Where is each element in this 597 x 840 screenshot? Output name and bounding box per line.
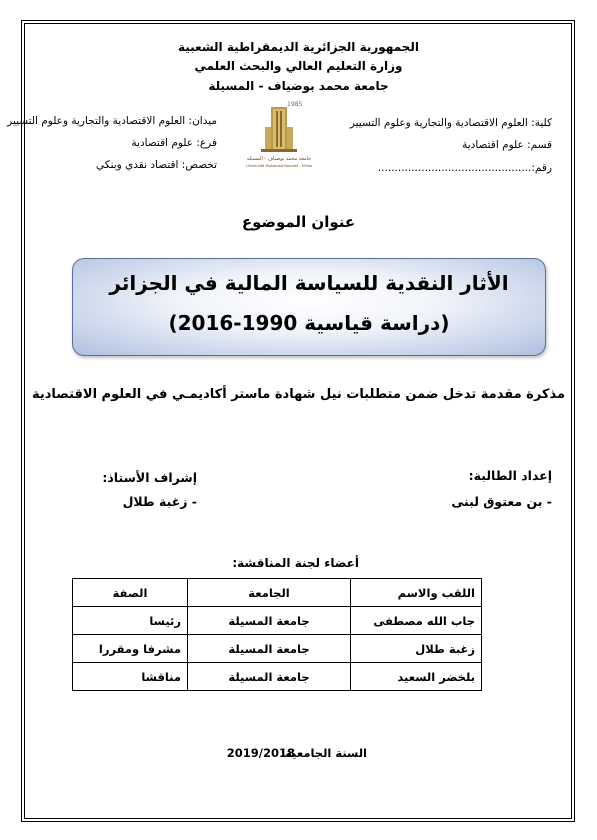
department-line: قسم: علوم اقتصادية [462, 139, 552, 151]
member-name: زغبة طلال [351, 635, 482, 663]
member-role: رئيسا [73, 607, 188, 635]
member-name: جاب الله مصطفى [351, 607, 482, 635]
logo-caption-ar: جامعة محمد بوضياف - المسيلة [246, 156, 312, 162]
supervisor-name: - زغبة طلال [122, 494, 197, 509]
title-line-2: (دراسة قياسية 1990-2016) [168, 311, 450, 335]
header-university: الجامعة [188, 579, 351, 607]
field-line: ميدان: العلوم الاقتصادية والتجارية وعلوم التسيير [7, 115, 217, 127]
table-row [73, 635, 482, 663]
university-name: جامعة محمد بوضياف - المسيلة [208, 79, 389, 93]
committee-label: أعضاء لجنة المناقشة: [232, 556, 359, 570]
logo-caption-fr: Université Mohamed Boudiaf - M'sila [246, 164, 312, 168]
university-logo [243, 97, 315, 171]
supervisor-label: إشراف الأستاذ: [102, 470, 197, 485]
faculty-line: كلية: العلوم الاقتصادية والتجارية وعلوم التسيير [349, 117, 552, 129]
republic-name: الجمهورية الجزائرية الديمقراطية الشعبية [177, 40, 420, 54]
academic-year-label: السنة الجامعية: [280, 746, 367, 760]
header-name: اللقب والاسم [351, 579, 482, 607]
member-name: بلخضر السعيد [351, 663, 482, 691]
member-university: جامعة المسيلة [188, 607, 351, 635]
committee-table [72, 578, 482, 691]
student-name: - بن معتوق لبنى [451, 494, 552, 509]
table-row [73, 663, 482, 691]
subject-heading: عنوان الموضوع [241, 213, 356, 231]
member-role: مناقشا [73, 663, 188, 691]
student-label: إعداد الطالبة: [468, 468, 552, 483]
number-line: رقم:.............................................. [377, 162, 552, 174]
academic-year-value: 2019/2018 [226, 746, 295, 760]
ministry-name: وزارة التعليم العالي والبحث العلمي [194, 59, 403, 73]
member-university: جامعة المسيلة [188, 635, 351, 663]
specialty-line: تخصص: اقتصاد نقدي وبنكي [96, 159, 217, 171]
title-box [72, 258, 546, 356]
member-role: مشرفا ومقررا [73, 635, 188, 663]
header-role: الصفة [73, 579, 188, 607]
logo-year: 1985 [287, 101, 303, 108]
branch-line: فرع: علوم اقتصادية [131, 137, 217, 149]
title-line-1: الأثار النقدية للسياسة المالية في الجزائر [109, 271, 509, 295]
table-row [73, 607, 482, 635]
member-university: جامعة المسيلة [188, 663, 351, 691]
thesis-statement: مذكرة مقدمة تدخل ضمن متطلبات نيل شهادة ماستر أكاديمـي في العلوم الاقتصادية [31, 387, 566, 402]
committee-header-row [73, 579, 482, 607]
